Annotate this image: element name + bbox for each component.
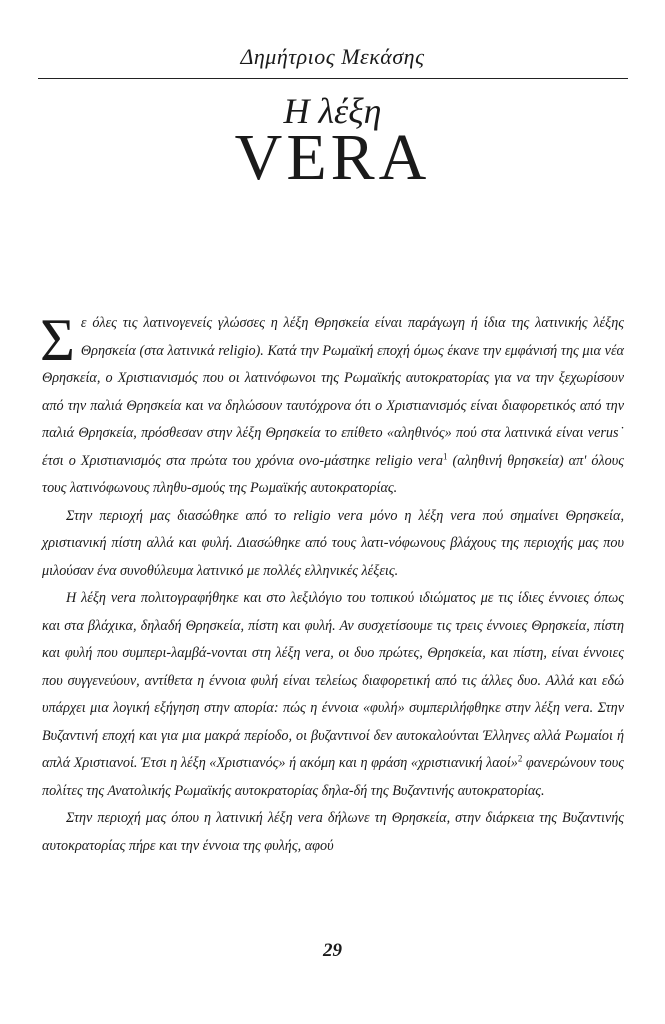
paragraph-3-text: Η λέξη vera πολιτογραφήθηκε και στο λεξιλόγιο του τοπικού ιδιώματος με τις ίδιες έννοιες όπως και στα βλάχικα, δηλαδή Θρησκεία, πίστη και φυλή. Αν συσχετίσουμε τις τρεις έννοιες Θρησκεία, πίστη και φυλή που συμπερι-λαμβά-νονται στη λέξη vera, οι δυο πρώτες, Θρησκεία, και πίστη, είναι έννοιες που συγγενεύουν, αντίθετα η έννοια φυλή είναι τελείως διαφορετική από τις άλλες δυο. Αλλά και εδώ υπάρχει μια λογική εξήγηση στην απορία: πώς η έννοια «φυλή» συμπεριλήφθηκε στην λέξη vera. Στην Βυζαντινή εποχή και για μια μακρά περίοδο, οι βυζαντινοί δεν αυτοκαλούνται Έλληνες αλλά Ρωμαίοι ή απλά Χριστιανοί. Έτσι η λέξη «Χριστιανός» ή ακόμη και η φράση «χριστιανική λαοί» (42, 590, 624, 771)
paragraph-1 (40, 307, 624, 503)
running-head: Δημήτριος Μεκάσης (240, 44, 425, 69)
paragraph-4: Στην περιοχή μας όπου η λατινική λέξη vera δήλωνε τη Θρησκεία, στην διάρκεια της Βυζαντινής αυτοκρατορίας πήρε και την έννοια της φυλής, αφού (42, 810, 624, 854)
body-text (40, 307, 624, 860)
paragraph-3-text-cont: φανερώνουν τους πολίτες της Ανατολικής Ρωμαϊκής αυτοκρατορίας δηλα-δή της Βυζαντινής αυτοκρατορίας. (42, 755, 624, 799)
paragraph-3 (42, 585, 624, 805)
chapter-title-line2: VERA (234, 121, 431, 194)
page-number: 29 (323, 940, 342, 961)
paragraph-1-text-cont: (αληθινή θρησκεία) απ' όλους τους λατινόφωνους πληθυ-σμούς της Ρωμαϊκής αυτοκρατορίας. (42, 452, 624, 496)
chapter-title-line1: Η λέξη (283, 91, 382, 131)
paragraph-1-text: ε όλες τις λατινογενείς γλώσσες η λέξη Θρησκεία είναι παράγωγη ή ίδια της λατινικής λέξης Θρησκεία (στα λατινικά religio). Κατά την Ρωμαϊκή εποχή όμως έκανε την εμφάνισή της μια νέα Θρησκεία, ο Χριστιανισμός που οι λατινόφωνοι της Ρωμαϊκής αυτοκρατορίας για να την ξεχωρίσουν από την παλιά Θρησκεία και να δηλώσουν ταυτόχρονα ότι ο Χριστιανισμός είναι διαφορετικός από την παλιά Θρησκεία, πρόσθεσαν στην λέξη Θρησκεία το επίθετο «αληθινός» πού στα λατινικά είναι verus˙ έτσι ο Χριστιανισμός στα πρώτα του χρόνια ονο-μάστηκε religio vera (42, 315, 624, 469)
footnote-ref-1: 1 (442, 450, 448, 461)
drop-cap: Σ (40, 307, 75, 373)
paragraph-2: Στην περιοχή μας διασώθηκε από το religio vera μόνο η λέξη vera πού σημαίνει Θρησκεία, χριστιανική πίστη αλλά και φυλή. Διασώθηκε από τους λατι-νόφωνους βλάχους της περιοχής μας που μιλούσαν ένα συνοθύλευμα λατινικό με πολλές ελληνικές λέξεις. (42, 507, 624, 579)
header-rule (38, 78, 628, 79)
footnote-ref-2: 2 (517, 753, 523, 764)
